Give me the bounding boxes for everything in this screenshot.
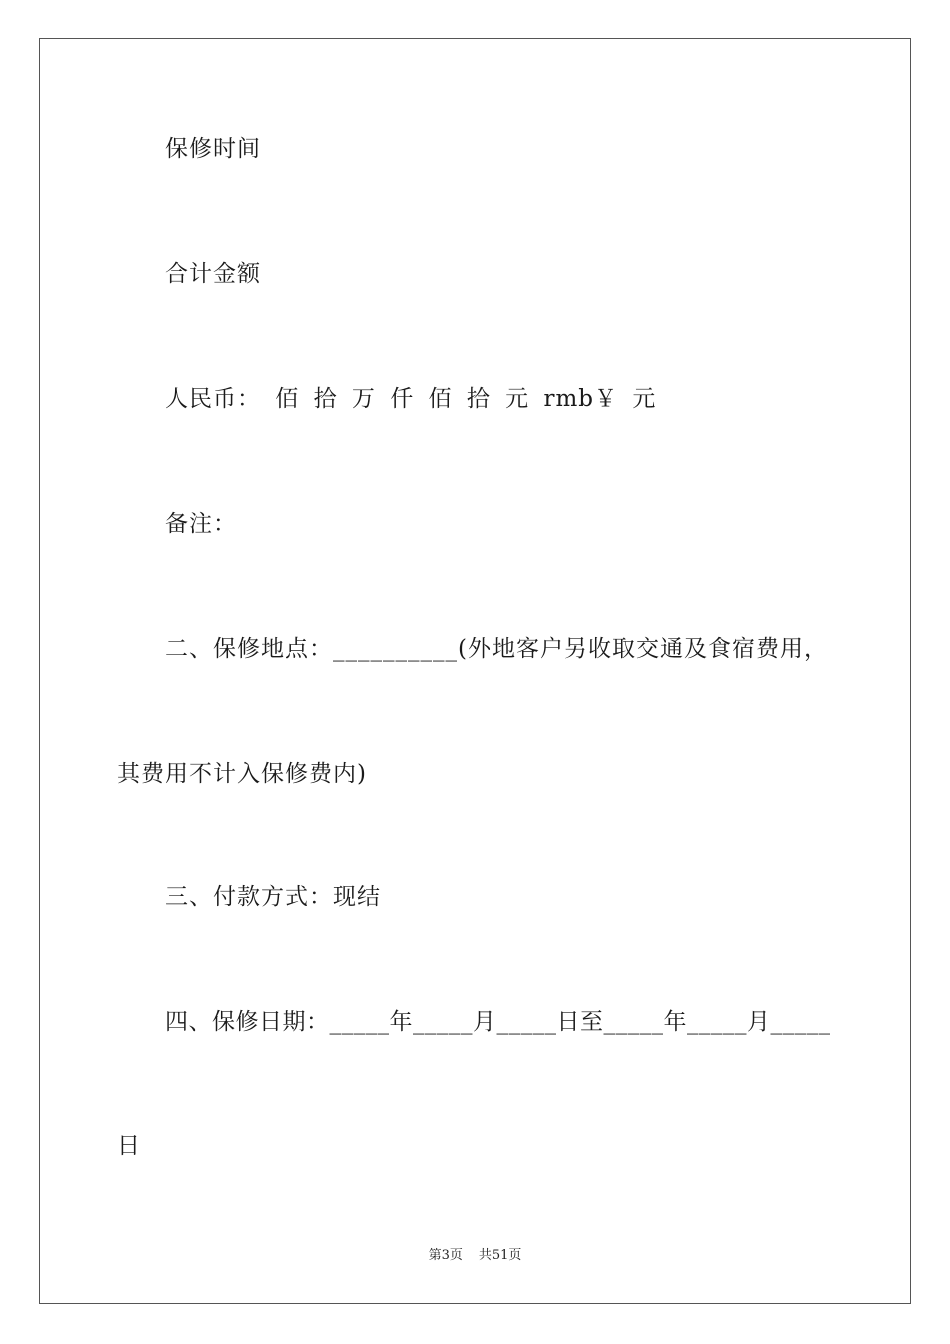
warranty-location-clause-continued: 其费用不计入保修费内) (117, 761, 367, 787)
warranty-location-clause: 二、保修地点：__________(外地客户另收取交通及食宿费用， (165, 636, 828, 662)
warranty-date-clause: 四、保修日期：_____年_____月_____日至_____年_____月_____ (165, 1009, 831, 1035)
page-total: 共51页 (478, 1248, 522, 1263)
page-border (39, 38, 911, 1304)
remarks-label: 备注： (165, 511, 237, 537)
warranty-period-label: 保修时间 (165, 136, 261, 162)
warranty-date-clause-continued: 日 (117, 1133, 141, 1159)
total-amount-label: 合计金额 (165, 261, 261, 287)
rmb-amount-line: 人民币： 佰 拾 万 仟 佰 拾 元 rmb￥ 元 (165, 386, 657, 412)
payment-method-clause: 三、付款方式：现结 (165, 884, 381, 910)
page-number: 第3页 (428, 1248, 463, 1263)
page-footer (0, 1247, 950, 1265)
